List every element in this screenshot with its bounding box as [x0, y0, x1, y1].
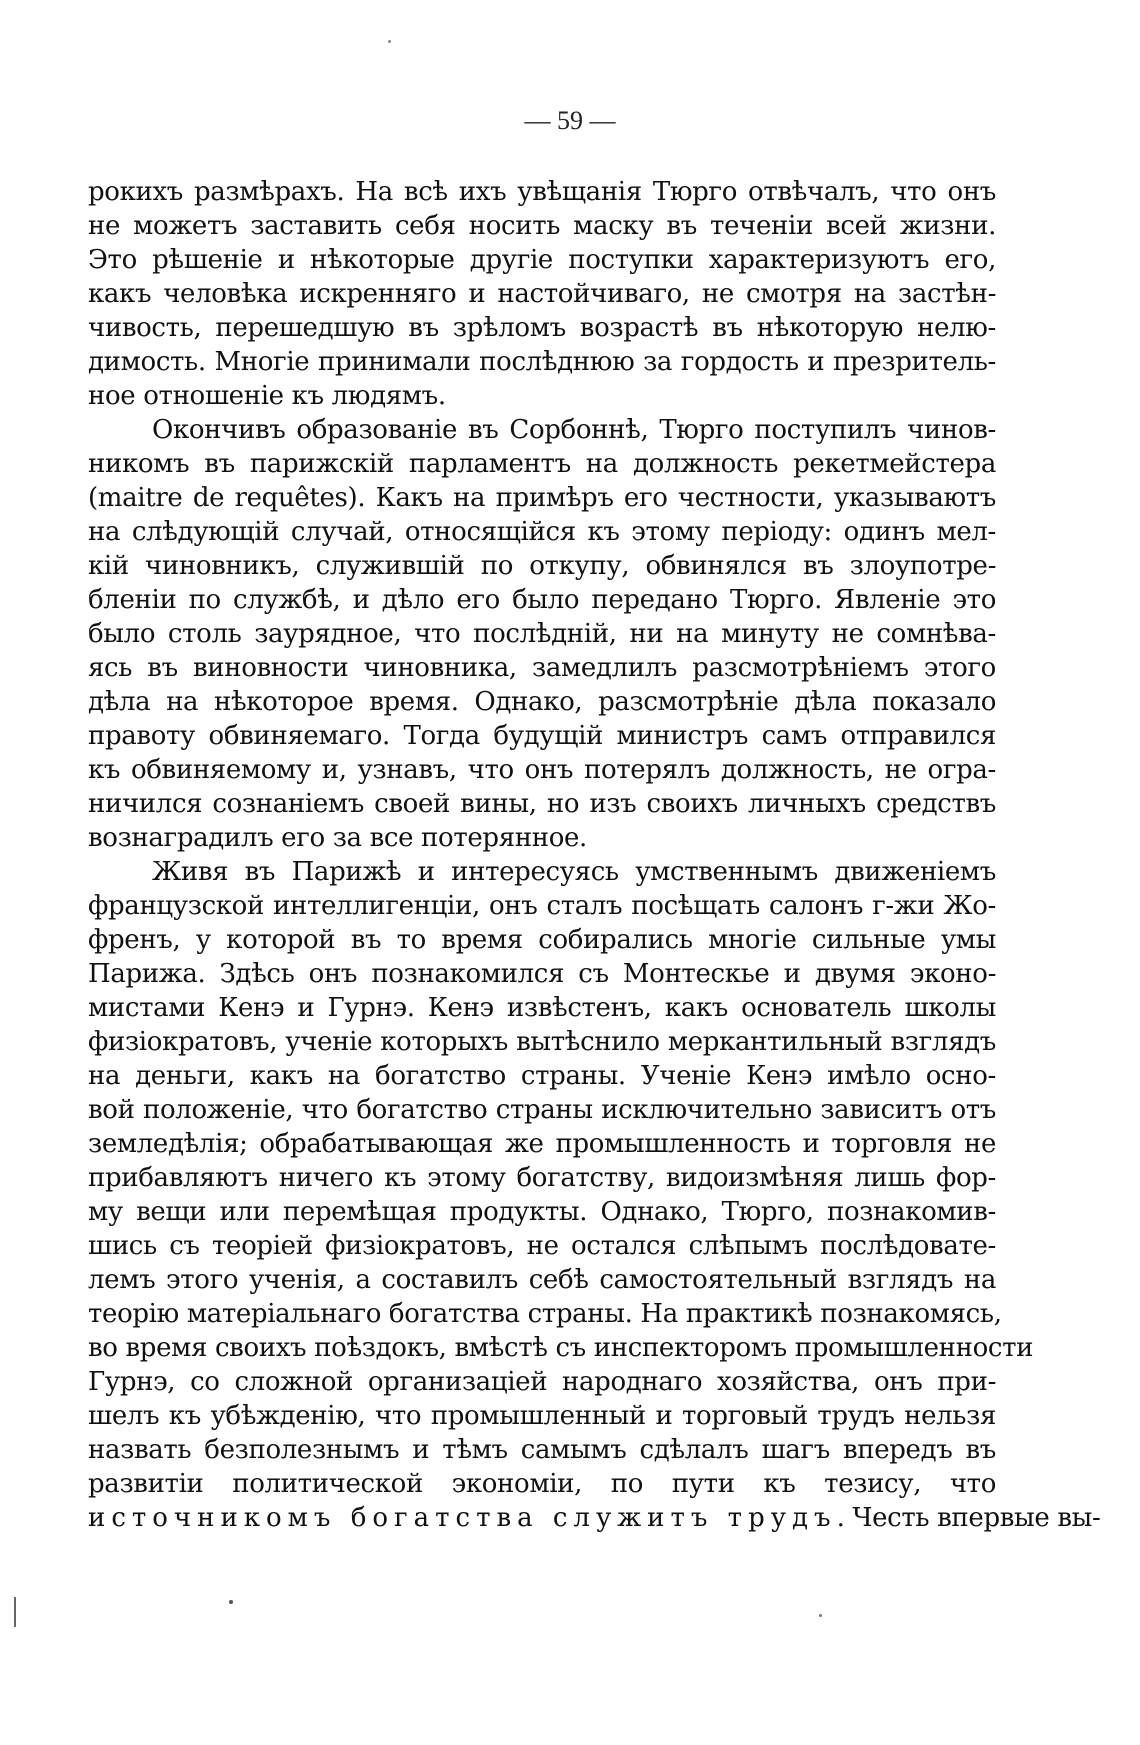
text-line: френъ, у которой въ то время собирались многіе сильные умы	[88, 925, 996, 955]
text-line: димость. Многіе принимали послѣднюю за гордость и презритель-	[88, 347, 996, 377]
text-line: прибавляютъ ничего къ этому богатству, видоизмѣняя лишь фор-	[88, 1163, 996, 1193]
text-line: ничился сознаніемъ своей вины, но изъ своихъ личныхъ средствъ	[88, 789, 996, 819]
text-line: правоту обвиняемаго. Тогда будущій министръ самъ отправился	[88, 721, 996, 751]
text-line: лемъ этого ученія, а составилъ себѣ самостоятельный взглядъ на	[88, 1265, 996, 1295]
text-line: бленіи по службѣ, и дѣло его было передано Тюрго. Явленіе это	[88, 585, 996, 615]
text-line: на деньги, какъ на богатство страны. Ученіе Кенэ имѣло осно-	[88, 1061, 996, 1091]
text-line: ясь въ виновности чиновника, замедлилъ разсмотрѣніемъ этого	[88, 653, 996, 683]
text-line: французской интеллигенціи, онъ сталъ посѣщать салонъ г-жи Жо-	[88, 891, 996, 921]
text-line: какъ человѣка искренняго и настойчиваго, не смотря на застѣн-	[88, 279, 996, 309]
text-line: было столь заурядное, что послѣдній, ни на минуту не сомнѣва-	[88, 619, 996, 649]
page-number: — 59 —	[524, 106, 616, 135]
text-line: мистами Кенэ и Гурнэ. Кенэ извѣстенъ, какъ основатель школы	[88, 993, 996, 1023]
last-text-line	[88, 1501, 1101, 1535]
text-line: Парижа. Здѣсь онъ познакомился съ Монтескье и двумя эконо-	[88, 959, 996, 989]
paragraph-start: Окончивъ образованіе въ Сорбоннѣ, Тюрго поступилъ чинов-	[152, 415, 996, 445]
text-line: вой положеніе, что богатство страны исключительно зависитъ отъ	[88, 1095, 996, 1125]
speck	[819, 1614, 822, 1617]
text-line: чивость, перешедшую въ зрѣломъ возрастѣ въ нѣкоторую нелю-	[88, 313, 996, 343]
text-line: (maitre de requêtes). Какъ на примѣръ его честности, указываютъ	[88, 483, 996, 513]
text-line: рокихъ размѣрахъ. На всѣ ихъ увѣщанія Тюрго отвѣчалъ, что онъ	[88, 177, 996, 207]
spaced-emphasis: источникомъ богатства служитъ трудъ	[88, 1503, 837, 1533]
text-line: развитіи политической экономіи, по пути къ тезису, что	[88, 1469, 996, 1499]
text-line: шись съ теоріей физіократовъ, не остался слѣпымъ послѣдовате-	[88, 1231, 996, 1261]
text-line: му вещи или перемѣщая продукты. Однако, Тюрго, познакомив-	[88, 1197, 996, 1227]
line-tail: . Честь впервые вы-	[836, 1503, 1101, 1533]
text-line: дѣла на нѣкоторое время. Однако, разсмотрѣніе дѣла показало	[88, 687, 996, 717]
text-line: теорію матеріальнаго богатства страны. На практикѣ познакомясь,	[88, 1299, 1002, 1329]
text-line: Гурнэ, со сложной организаціей народнаго хозяйства, онъ при-	[88, 1367, 996, 1397]
text-line: не можетъ заставить себя носить маску въ теченіи всей жизни.	[88, 211, 996, 241]
text-line: шелъ къ убѣжденію, что промышленный и торговый трудъ нельзя	[88, 1401, 996, 1431]
text-line: назвать безполезнымъ и тѣмъ самымъ сдѣлалъ шагъ впередъ въ	[88, 1435, 996, 1465]
text-line: никомъ въ парижскій парламентъ на должность рекетмейстера	[88, 449, 996, 479]
margin-mark	[14, 1597, 16, 1627]
text-line: земледѣлія; обрабатывающая же промышленность и торговля не	[88, 1129, 996, 1159]
speck	[388, 40, 391, 43]
text-line: во время своихъ поѣздокъ, вмѣстѣ съ инспекторомъ промышленности	[88, 1333, 1034, 1363]
text-line: физіократовъ, ученіе которыхъ вытѣснило меркантильный взглядъ	[88, 1027, 996, 1057]
text-line: Это рѣшеніе и нѣкоторые другіе поступки характеризуютъ его,	[88, 245, 996, 275]
speck	[229, 1600, 233, 1604]
text-line: вознаградилъ его за все потерянное.	[88, 823, 587, 853]
text-line: на слѣдующій случай, относящійся къ этому періоду: одинъ мел-	[88, 517, 996, 547]
body-text	[88, 175, 1101, 1535]
paragraph-start: Живя въ Парижѣ и интересуясь умственнымъ движеніемъ	[152, 857, 996, 887]
text-line: кій чиновникъ, служившій по откупу, обвинялся въ злоупотре-	[88, 551, 996, 581]
text-line: ное отношеніе къ людямъ.	[88, 381, 446, 411]
text-line: къ обвиняемому и, узнавъ, что онъ потерялъ должность, не огра-	[88, 755, 996, 785]
